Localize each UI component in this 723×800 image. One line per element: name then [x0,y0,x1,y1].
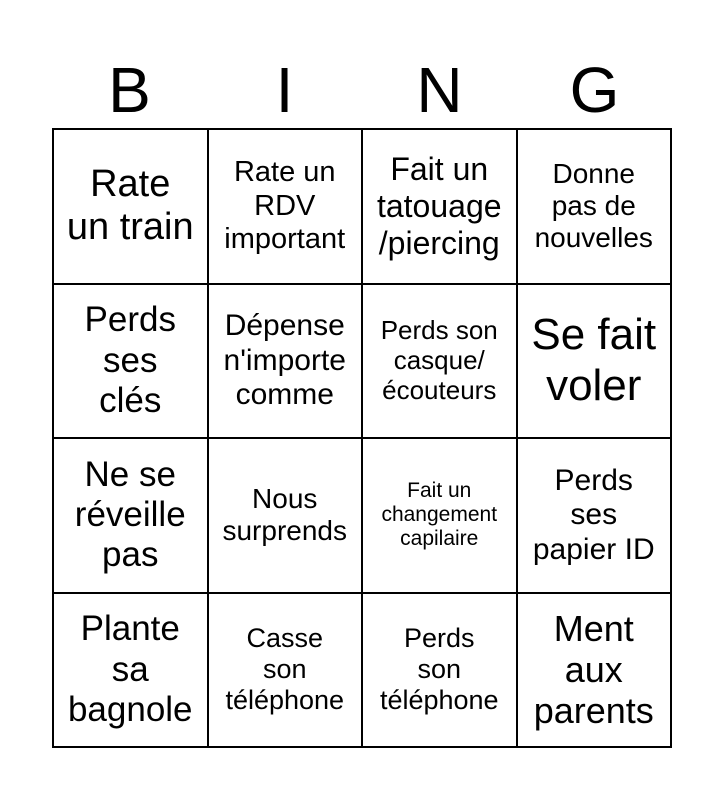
bingo-cell[interactable] [209,439,364,594]
bingo-cell[interactable] [363,285,518,440]
cell-label: Perds son téléphone [379,623,499,716]
cell-label: Fait un changement capilaire [381,479,498,551]
cell-label: Casse son téléphone [225,623,345,716]
header-letter-b: B [108,54,151,126]
bingo-cell[interactable] [54,130,209,285]
bingo-cell[interactable] [518,285,673,440]
cell-label: Se fait voler [531,310,657,410]
bingo-cell[interactable] [363,130,518,285]
cell-label: Fait un tatouage /piercing [376,151,502,261]
cell-label: Donne pas de nouvelles [534,157,653,254]
bingo-cell[interactable] [209,594,364,749]
bingo-cell[interactable] [363,594,518,749]
cell-label: Plante sa bagnole [67,609,193,729]
cell-label: Nous surprends [222,483,347,547]
cell-label: Ment aux parents [533,607,654,732]
header-letter-g: G [569,54,620,126]
bingo-cell[interactable] [518,130,673,285]
bingo-cell[interactable] [54,285,209,440]
bingo-cell[interactable] [518,594,673,749]
bingo-cell[interactable] [54,594,209,749]
cell-label: Dépense n'importe comme [223,309,346,411]
cell-label: Perds ses papier ID [532,463,655,566]
bingo-header [52,52,672,128]
bingo-cell[interactable] [518,439,673,594]
bingo-cell[interactable] [209,285,364,440]
cell-label: Rate un train [66,162,194,249]
bingo-grid [52,128,672,748]
cell-label: Perds son casque/ écouteurs [380,314,498,405]
header-letter-n: N [416,54,463,126]
bingo-cell[interactable] [54,439,209,594]
cell-label: Rate un RDV important [224,156,346,255]
cell-label: Ne se réveille pas [74,454,186,575]
header-letter-i: I [275,54,294,126]
bingo-cell[interactable] [209,130,364,285]
bingo-cell[interactable] [363,439,518,594]
cell-label: Perds ses clés [84,300,176,420]
